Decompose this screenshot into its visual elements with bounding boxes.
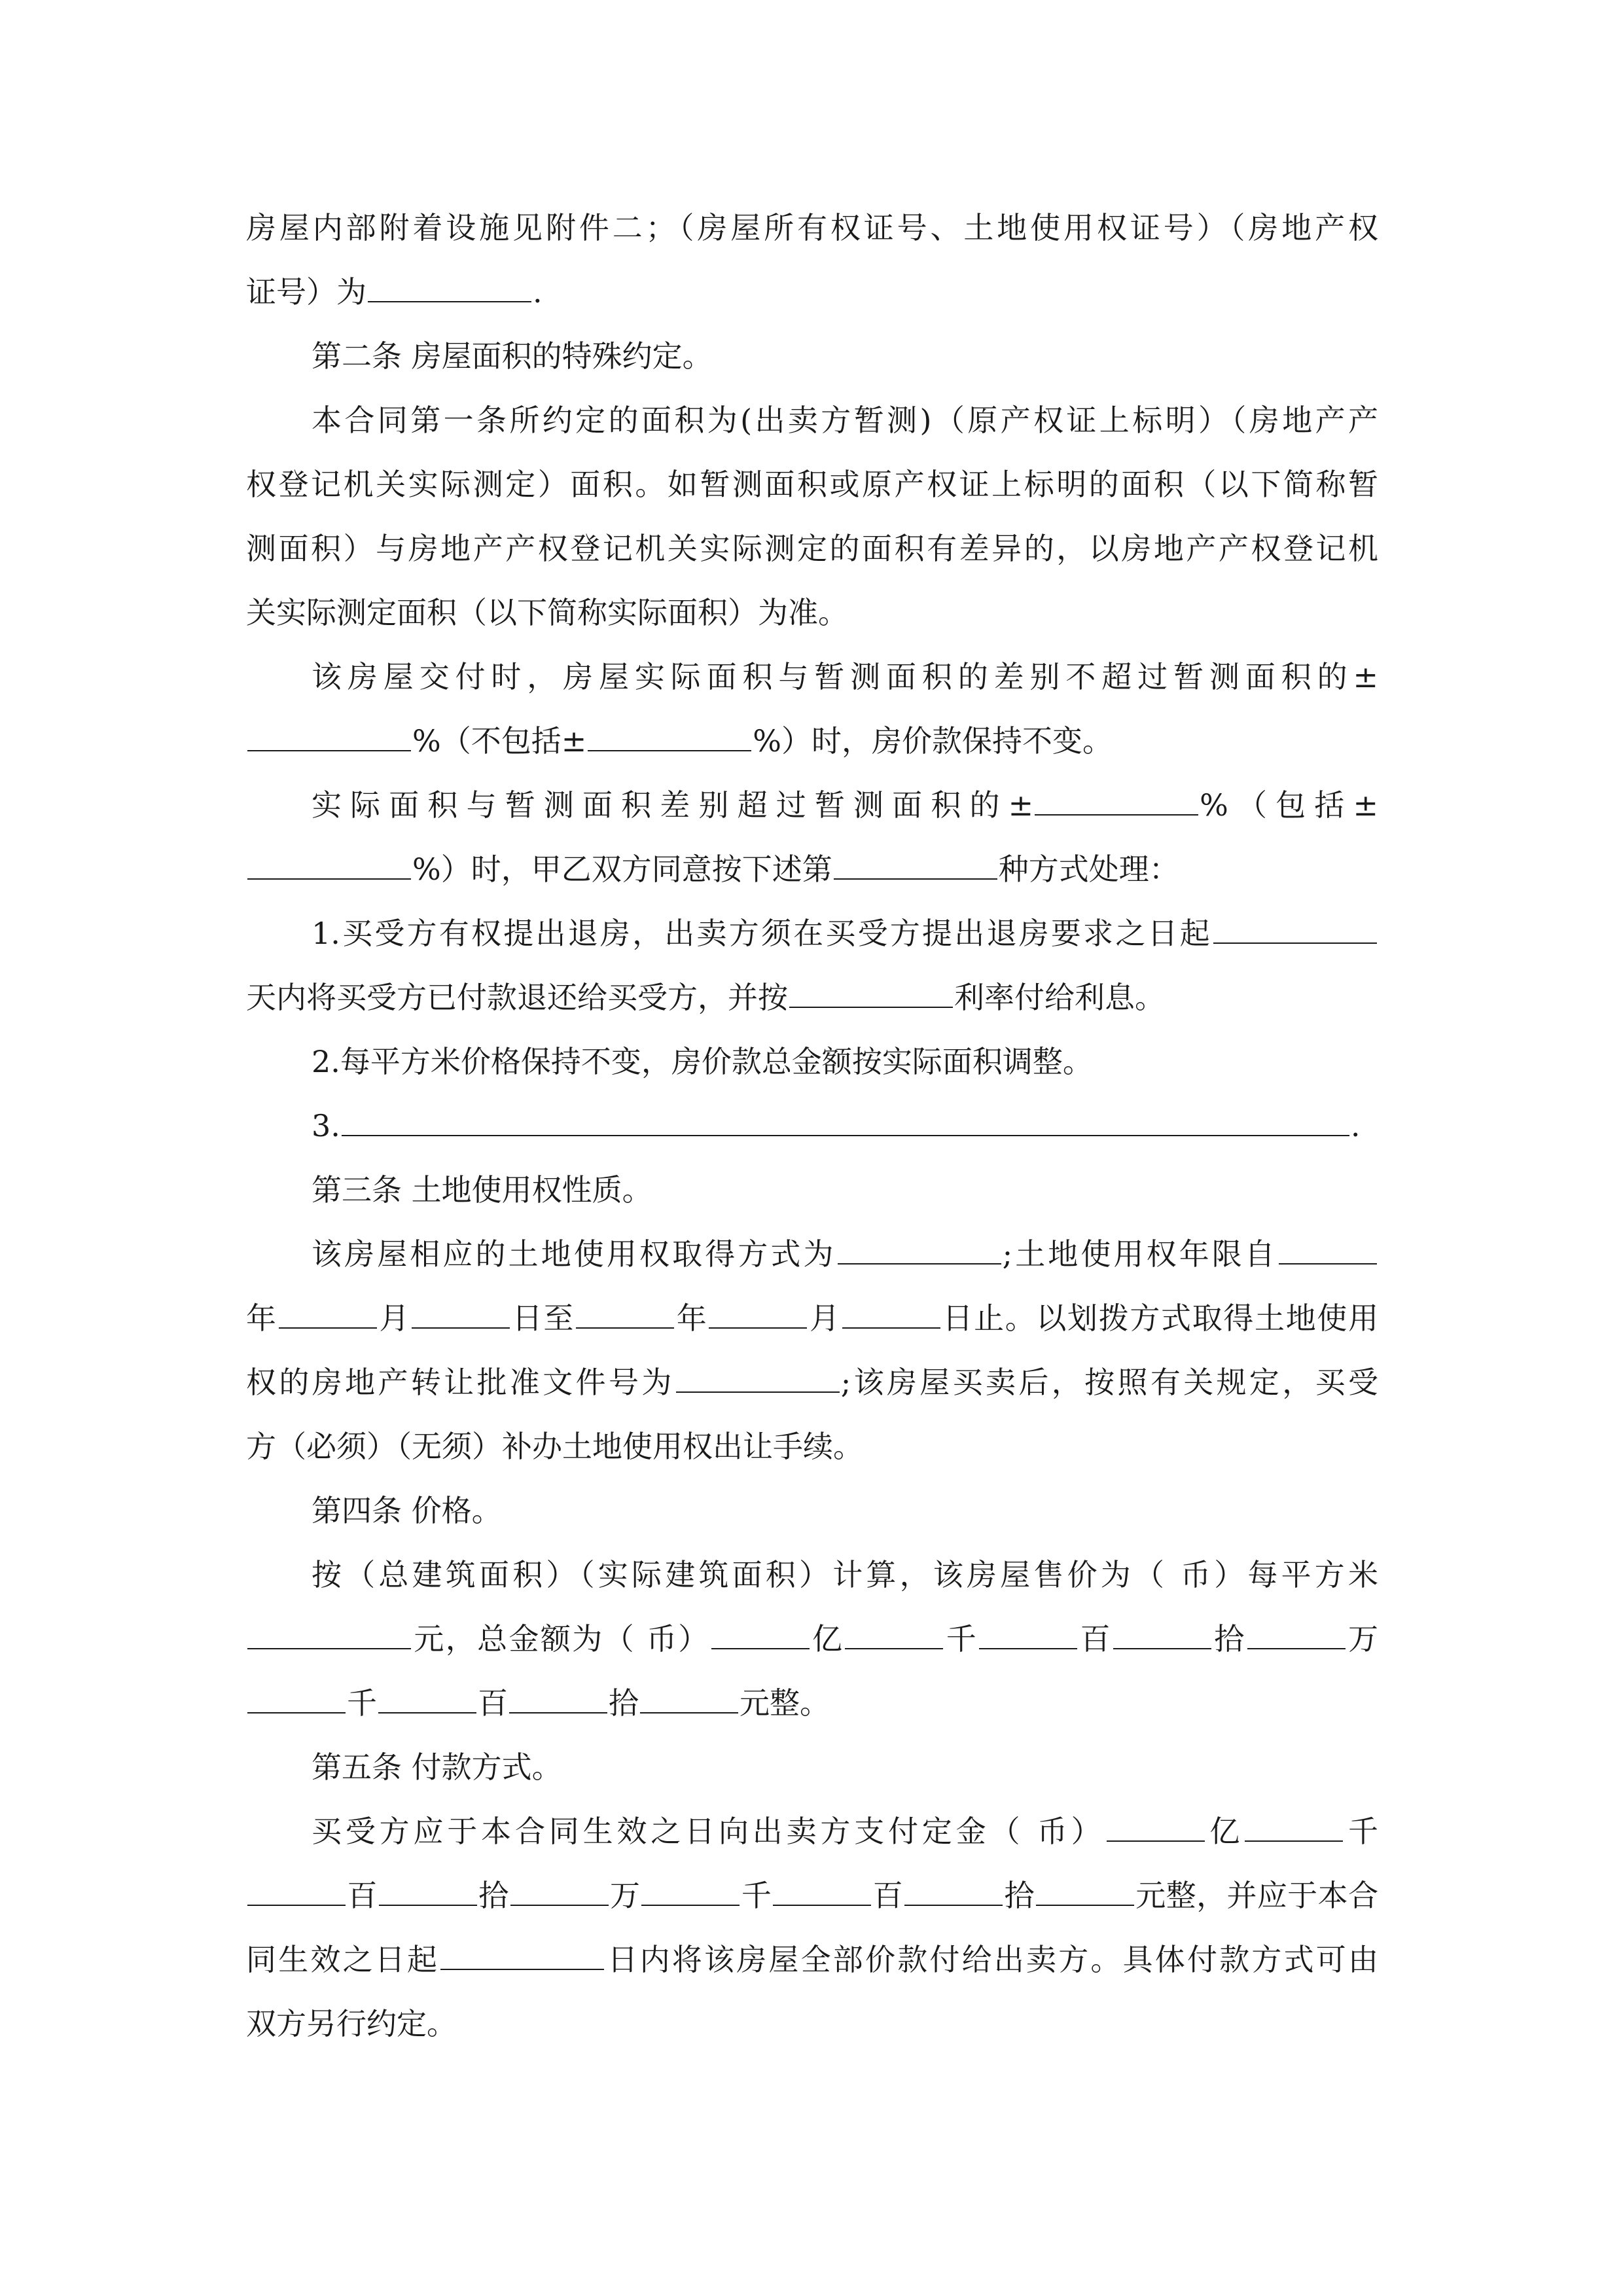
blank-field[interactable] [576,1299,674,1329]
line-27 [246,1876,1378,1915]
text: 拾 [1004,1878,1035,1913]
line-18 [246,1299,1378,1338]
blank-field[interactable] [789,978,953,1008]
blank-field[interactable] [773,1876,871,1906]
text: 2.每平方米价格保持不变，房价款总金额按实际面积调整。 [312,1044,1093,1079]
text: 月 [378,1300,411,1336]
blank-field[interactable] [676,1363,840,1393]
text: 至 [543,1300,575,1336]
blank-field[interactable] [640,1683,738,1713]
blank-field[interactable] [1279,1234,1377,1265]
text: 买受方应于本合同生效之日向出卖方支付定金（ 币） [312,1814,1105,1849]
line-4 [312,401,1378,440]
blank-field[interactable] [412,1299,510,1329]
text: 千 [1344,1814,1378,1849]
text: 按（总建筑面积）（实际建筑面积）计算，该房屋售价为（ 币）每平方米 [312,1557,1378,1592]
line-13 [246,978,1378,1017]
blank-field[interactable] [509,1683,607,1713]
text: 元，总金额为（ 币） [412,1621,710,1657]
line-23 [246,1619,1378,1659]
text: 月 [808,1300,841,1336]
text: 元整。 [740,1685,830,1721]
line-9 [246,721,1378,761]
text: 百 [478,1685,508,1721]
option-1 [312,914,1378,953]
blank-field[interactable] [834,850,997,880]
blank-field[interactable] [842,1299,940,1329]
blank-field[interactable] [247,850,411,880]
text: 权的房地产转让批准文件号为 [246,1365,675,1400]
text: . [533,274,543,310]
text: ;土地使用权年限自 [1002,1236,1278,1272]
text: 亿 [810,1621,844,1657]
line-8 [312,657,1378,696]
text: 第三条 土地使用权性质。 [312,1172,652,1208]
blank-field[interactable] [641,1876,740,1906]
blank-field[interactable] [378,1683,476,1713]
article-3-heading [312,1170,1378,1210]
blank-field[interactable] [1107,1812,1205,1842]
text: 千 [944,1621,978,1657]
line-20 [246,1427,1378,1466]
blank-field[interactable] [510,1876,609,1906]
text: 房屋内部附着设施见附件二；（房屋所有权证号、土地使用权证号）（房地产权 [246,210,1378,245]
text: 拾 [1212,1621,1246,1657]
line-2 [246,272,1378,312]
text: . [1350,1108,1361,1143]
blank-field[interactable] [979,1619,1077,1649]
text: 实际面积与暂测面积差别超过暂测面积的± [312,787,1034,823]
text: 万 [1346,1621,1378,1657]
text: 第二条 房屋面积的特殊约定。 [312,338,713,374]
option-3 [312,1106,1378,1145]
blank-field[interactable] [279,1299,377,1329]
text: 权登记机关实际测定）面积。如暂测面积或原产权证上标明的面积（以下简称暂 [246,467,1378,502]
blank-field[interactable] [440,1940,604,1970]
text: 拾 [478,1878,509,1913]
text: ;该房屋买卖后，按照有关规定，买受 [840,1365,1378,1400]
blank-field[interactable] [247,1876,346,1906]
blank-field[interactable] [1245,1812,1343,1842]
blank-field[interactable] [709,1299,807,1329]
text: 本合同第一条所约定的面积为(出卖方暂测)（原产权证上标明）（房地产产 [312,403,1378,438]
blank-field[interactable] [1247,1619,1346,1649]
text: 年 [246,1300,277,1336]
text: 百 [347,1878,378,1913]
article-5-heading [312,1748,1378,1787]
text: 同生效之日起 [246,1942,440,1977]
line-28 [246,1940,1378,1979]
blank-field[interactable] [711,1619,810,1649]
text: 年 [675,1300,708,1336]
text: 3. [312,1108,340,1143]
text: 双方另行约定。 [246,2006,457,2041]
line-7 [246,593,1378,632]
text: 百 [872,1878,904,1913]
text: %）时，甲乙双方同意按下述第 [412,852,832,887]
text: 证号）为 [246,274,366,310]
article-4-heading [312,1491,1378,1530]
text: 千 [741,1878,772,1913]
line-5 [246,465,1378,504]
line-26 [312,1812,1378,1851]
text: 日 [511,1300,544,1336]
text: 日 [941,1300,974,1336]
text: %（包括± [1200,787,1378,823]
line-11 [246,850,1378,889]
text: 种方式处理： [998,852,1179,887]
line-19 [246,1363,1378,1402]
text: 关实际测定面积（以下简称实际面积）为准。 [246,595,848,630]
text: 日内将该房屋全部价款付给出卖方。具体付款方式可由 [605,1942,1378,1977]
text: 亿 [1205,1814,1244,1849]
text: 万 [609,1878,641,1913]
text: 第五条 付款方式。 [312,1749,562,1785]
blank-field[interactable] [1036,1876,1134,1906]
article-2-heading [312,336,1378,376]
blank-field[interactable] [588,721,751,751]
text: 止。以划拨方式取得土地使用 [974,1300,1378,1336]
text: 该房屋相应的土地使用权取得方式为 [312,1236,836,1272]
text: 1.买受方有权提出退房，出卖方须在买受方提出退房要求之日起 [312,916,1212,951]
text: %）时，房价款保持不变。 [753,723,1113,759]
text: 元整，并应于本合 [1135,1878,1378,1913]
blank-field[interactable] [904,1876,1003,1906]
text: 方（必须）（无须）补办土地使用权出让手续。 [246,1429,863,1464]
text: 测面积）与房地产产权登记机关实际测定的面积有差异的，以房地产产权登记机 [246,531,1378,566]
blank-field[interactable] [247,721,411,751]
blank-field[interactable] [379,1876,477,1906]
line-29 [246,2004,1378,2043]
text: 该房屋交付时，房屋实际面积与暂测面积的差别不超过暂测面积的± [312,659,1378,694]
text: 天内将买受方已付款退还给买受方，并按 [246,980,788,1015]
blank-field[interactable] [1113,1619,1211,1649]
blank-field[interactable] [1035,785,1198,816]
line-22 [312,1555,1378,1594]
blank-field[interactable] [247,1683,346,1713]
line-17 [312,1234,1378,1274]
blank-field[interactable] [1213,914,1377,944]
option-2 [312,1042,1378,1081]
text: 拾 [609,1685,639,1721]
line-6 [246,529,1378,568]
line-10 [312,785,1378,825]
blank-field[interactable] [342,1106,1349,1136]
text: 千 [347,1685,377,1721]
text: 第四条 价格。 [312,1493,502,1528]
blank-field[interactable] [247,1619,411,1649]
blank-field[interactable] [838,1234,1001,1265]
text: 利率付给利息。 [954,980,1165,1015]
line-1 [246,208,1378,247]
line-24 [246,1683,1378,1723]
text: 百 [1079,1621,1112,1657]
blank-field[interactable] [845,1619,943,1649]
blank-field[interactable] [368,272,531,302]
text: %（不包括± [412,723,587,759]
